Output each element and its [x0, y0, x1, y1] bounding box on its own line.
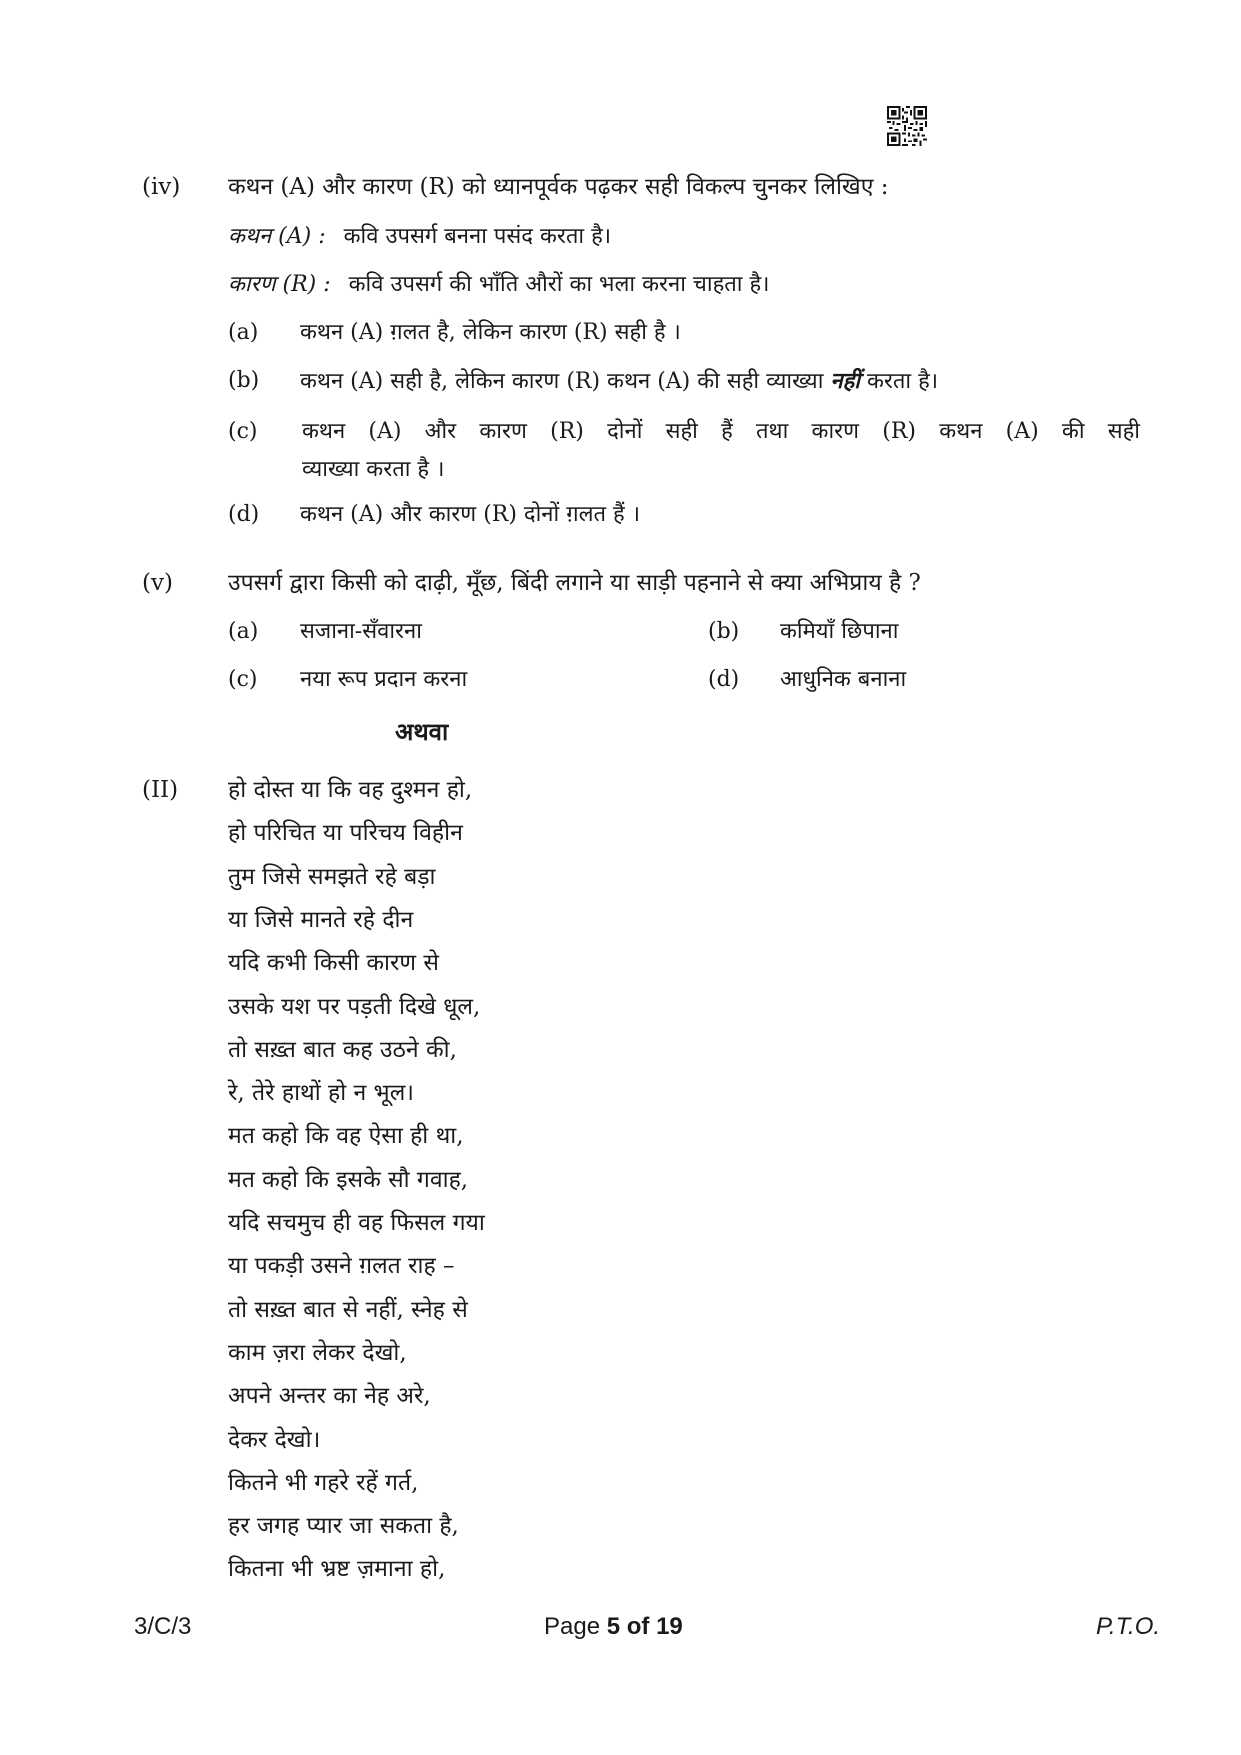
page-of: of — [620, 1613, 657, 1640]
option-label: (d) — [228, 502, 260, 527]
question-number-iv: (iv) — [142, 174, 181, 200]
option-v-c — [228, 665, 467, 695]
poem-line: तुम जिसे समझते रहे बड़ा — [228, 864, 436, 890]
option-label: (b) — [708, 619, 740, 644]
reason-line — [228, 270, 770, 300]
option-text: आधुनिक बनाना — [780, 667, 907, 692]
poem-line: तो सख़्त बात कह उठने की, — [228, 1037, 457, 1063]
option-label: (c) — [228, 419, 258, 444]
assertion-line — [228, 222, 611, 252]
question-iv-instruction: कथन (A) और कारण (R) को ध्यानपूर्वक पढ़कर सही विकल्प चुनकर लिखिए : — [228, 174, 889, 200]
assertion-label: कथन (A) : — [228, 224, 326, 249]
reason-label: कारण (R) : — [228, 272, 331, 297]
page-indicator — [544, 1612, 683, 1642]
option-label: (a) — [228, 619, 259, 644]
option-iv-b — [228, 366, 938, 397]
poem-line: यदि सचमुच ही वह फिसल गया — [228, 1210, 485, 1236]
poem-line: कितना भी भ्रष्ट ज़माना हो, — [228, 1556, 446, 1582]
option-iv-d — [228, 500, 640, 530]
option-text: कथन (A) ग़लत है, लेकिन कारण (R) सही है । — [300, 320, 681, 345]
poem-line: मत कहो कि इसके सौ गवाह, — [228, 1167, 469, 1193]
option-v-a — [228, 617, 422, 647]
paper-code: 3/C/3 — [134, 1613, 192, 1640]
poem-line: यदि कभी किसी कारण से — [228, 950, 439, 976]
poem-line: अपने अन्तर का नेह अरे, — [228, 1383, 431, 1409]
option-text-line1: कथन (A) और कारण (R) दोनों सही हैं तथा कारण (R) कथन (A) की सही — [302, 419, 1140, 444]
option-text: सजाना-सँवारना — [300, 619, 422, 644]
page-total: 19 — [656, 1613, 683, 1640]
section-number-ii: (II) — [142, 777, 179, 803]
poem-line: देकर देखो। — [228, 1427, 321, 1453]
poem-line: तो सख़्त बात से नहीं, स्नेह से — [228, 1297, 468, 1323]
page-current: 5 — [606, 1613, 621, 1640]
poem-line: हर जगह प्यार जा सकता है, — [228, 1513, 459, 1539]
option-text-before: कथन (A) सही है, लेकिन कारण (R) कथन (A) की सही व्याख्या — [300, 369, 831, 394]
page-prefix: Page — [544, 1613, 607, 1640]
poem-line: हो परिचित या परिचय विहीन — [228, 820, 463, 846]
qr-code-icon — [887, 106, 927, 146]
question-v-text: उपसर्ग द्वारा किसी को दाढ़ी, मूँछ, बिंदी लगाने या साड़ी पहनाने से क्या अभिप्राय है ? — [228, 570, 921, 596]
option-v-b — [708, 617, 898, 647]
poem-line: कितने भी गहरे रहें गर्त, — [228, 1470, 419, 1496]
poem-line: मत कहो कि वह ऐसा ही था, — [228, 1123, 464, 1149]
question-number-v: (v) — [142, 570, 173, 596]
option-text — [300, 366, 938, 397]
reason-text: कवि उपसर्ग की भाँति औरों का भला करना चाहता है। — [348, 272, 770, 297]
assertion-text: कवि उपसर्ग बनना पसंद करता है। — [343, 224, 612, 249]
option-text-line2: व्याख्या करता है । — [302, 457, 445, 482]
poem-line: उसके यश पर पड़ती दिखे धूल, — [228, 994, 481, 1020]
option-v-d — [708, 665, 906, 695]
option-label: (c) — [228, 667, 258, 692]
option-text: कमियाँ छिपाना — [780, 619, 899, 644]
option-iv-a — [228, 318, 681, 348]
option-label: (d) — [708, 667, 740, 692]
or-separator: अथवा — [395, 717, 449, 746]
option-text: कथन (A) और कारण (R) दोनों ग़लत हैं । — [300, 502, 641, 527]
poem-line: या जिसे मानते रहे दीन — [228, 907, 414, 933]
option-label: (b) — [228, 368, 260, 393]
poem-line: या पकड़ी उसने ग़लत राह – — [228, 1253, 455, 1279]
option-text: नया रूप प्रदान करना — [300, 667, 468, 692]
option-text-after: करता है। — [859, 369, 939, 394]
poem-line: काम ज़रा लेकर देखो, — [228, 1340, 407, 1366]
option-emphasis: नहीं — [830, 368, 860, 394]
pto-label: P.T.O. — [1096, 1613, 1161, 1640]
option-label: (a) — [228, 320, 259, 345]
poem-line: हो दोस्त या कि वह दुश्मन हो, — [228, 777, 473, 803]
poem-line: रे, तेरे हाथों हो न भूल। — [228, 1080, 415, 1106]
